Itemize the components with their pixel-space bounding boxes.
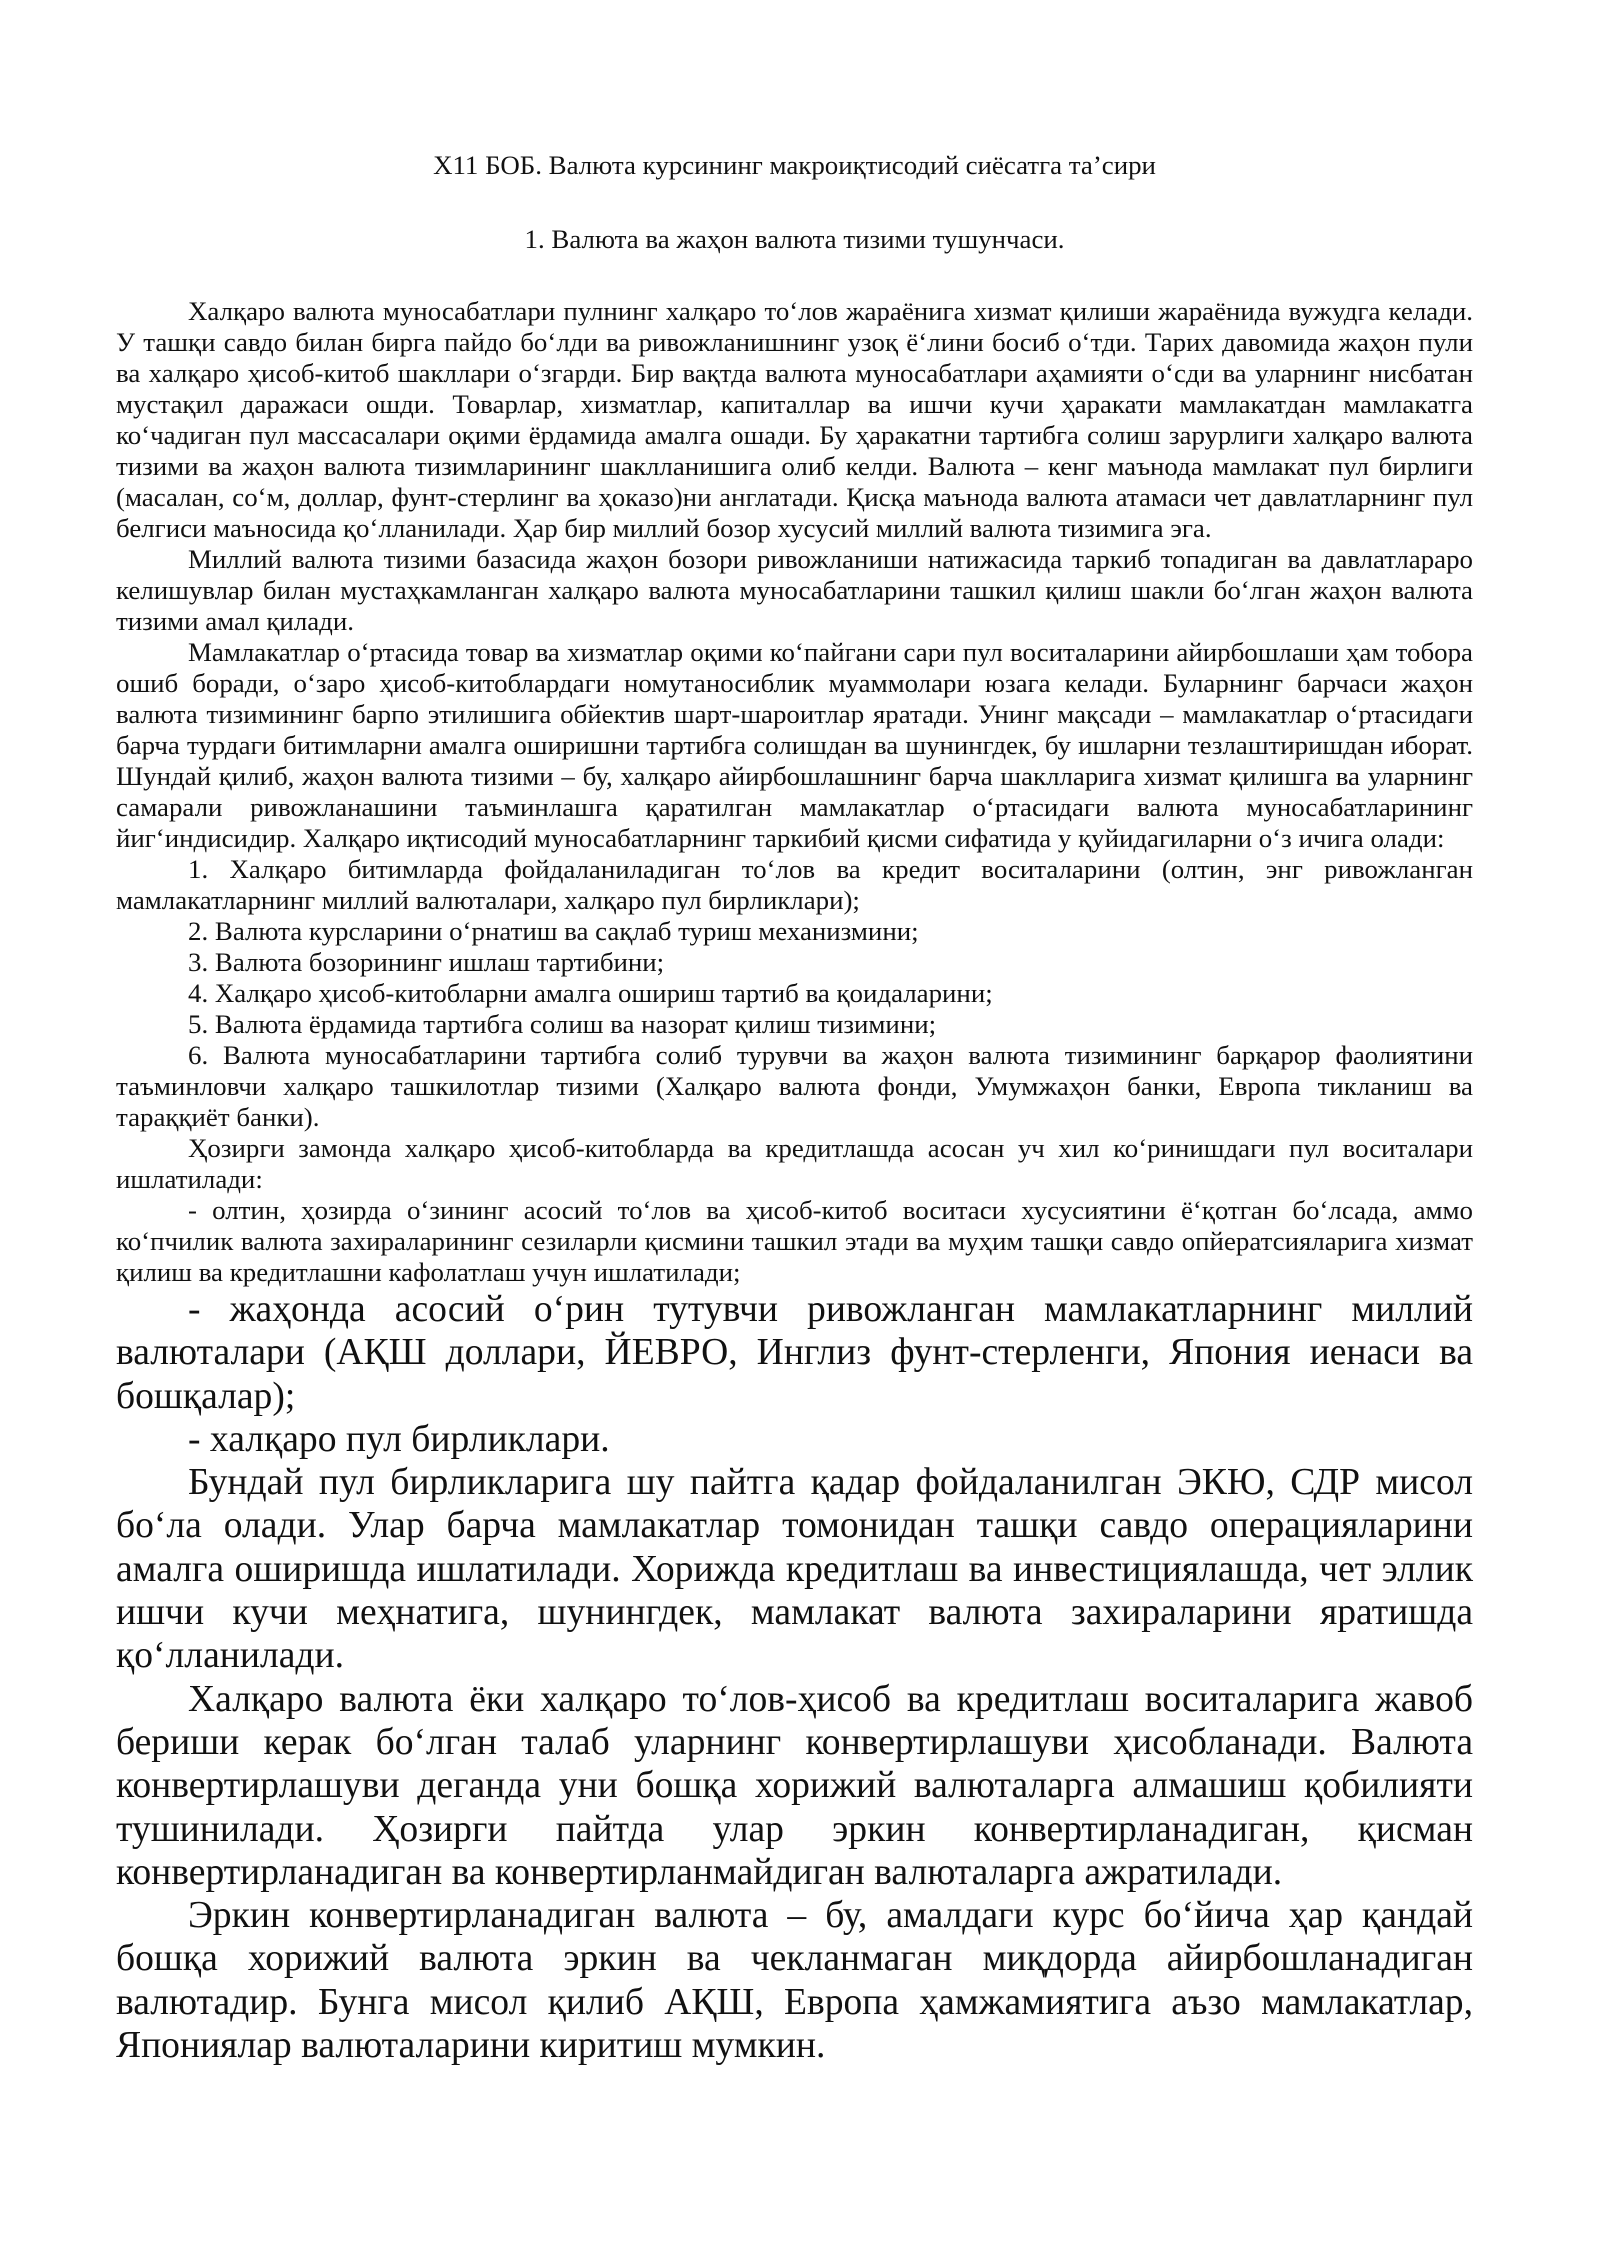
paragraph: Мамлакатлар о‘ртасида товар ва хизматлар оқими ко‘пайгани сари пул воситаларини айирбошлаши ҳам тобора ошиб боради, о‘заро ҳисоб-китоблардаги номутаносиблик муаммолари юзага келади. Буларнинг барчаси жаҳон валюта тизимининг барпо этилишига обйектив шарт-шароитлар яратади. Унинг мақсади – мамлакатлар о‘ртасидаги барча турдаги битимларни амалга оширишни тартибга солишдан ва шунингдек, бу ишларни тезлаштиришдан иборат. Шундай қилиб, жаҳон валюта тизими – бу, халқаро айирбошлашнинг барча шаклларига хизмат қилишга ва уларнинг самарали ривожланашини таъминлашга қаратилган мамлакатлар о‘ртасидаги валюта муносабатларининг йиг‘индисидир. Халқаро иқтисодий муносабатларнинг таркибий қисми сифатида у қуйидагиларни о‘з ичига олади: — [116, 637, 1473, 853]
section-title: 1. Валюта ва жаҳон валюта тизими тушунчаси. — [524, 224, 1065, 254]
paragraph: Миллий валюта тизими базасида жаҳон бозори ривожланиши натижасида таркиб топадиган ва давлатлараро келишувлар билан мустаҳкамланган халқаро валюта муносабатларини ташкил қилиш шакли бо‘лган жаҳон валюта тизими амал қилади. — [116, 544, 1473, 636]
document-content — [116, 150, 1473, 2067]
body-text-small — [116, 296, 1473, 1288]
paragraph: Халқаро валюта муносабатлари пулнинг халқаро то‘лов жараёнига хизмат қилиши жараёнида вужудга келади. У ташқи савдо билан бирга пайдо бо‘лди ва ривожланишнинг узоқ ё‘лини босиб о‘тди. Тарих давомида жаҳон пули ва халқаро ҳисоб-китоб шакллари о‘згарди. Бир вақтда валюта муносабатлари аҳамияти о‘сди ва уларнинг нисбатан мустақил даражаси ошди. Товарлар, хизматлар, капиталлар ва ишчи кучи ҳаракати мамлакатдан мамлакатга ко‘чадиган пул массасалари оқими ёрдамида амалга ошади. Бу ҳаракатни тартибга солиш зарурлиги халқаро валюта тизими ва жаҳон валюта тизимларининг шаклланишига олиб келди. Валюта – кенг маънода мамлакат пул бирлиги (масалан, со‘м, доллар, фунт-стерлинг ва ҳоказо)ни англатади. Қисқа маънода валюта атамаси чет давлатларнинг пул белгиси маъносида қо‘лланилади. Ҳар бир миллий бозор хусусий миллий валюта тизимига эга. — [116, 296, 1473, 543]
chapter-title: Х11 БОБ. Валюта курсининг макроиқтисодий сиёсатга та’сири — [433, 150, 1156, 180]
paragraph: Халқаро валюта ёки халқаро то‘лов-ҳисоб ва кредитлаш воситаларига жавоб бериши керак бо‘лган талаб уларнинг конвертирлашуви ҳисобланади. Валюта конвертирлашуви деганда уни бошқа хорижий валюталарга алмашиш қобилияти тушинилади. Ҳозирги пайтда улар эркин конвертирланадиган, қисман конвертирланадиган ва конвертирланмайдиган валюталарга ажратилади. — [116, 1678, 1473, 1893]
paragraph: Ҳозирги замонда халқаро ҳисоб-китобларда ва кредитлашда асосан уч хил ко‘ринишдаги пул воситалари ишлатилади: — [116, 1133, 1473, 1194]
body-text-large — [116, 1288, 1473, 2067]
list-item: 3. Валюта бозорининг ишлаш тартибини; — [188, 947, 665, 977]
paragraph: Бундай пул бирликларига шу пайтга қадар фойдаланилган ЭКЮ, СДР мисол бо‘ла олади. Улар барча мамлакатлар томонидан ташқи савдо операцияларини амалга оширишда ишлатилади. Хорижда кредитлаш ва инвестициялашда, чет эллик ишчи кучи меҳнатига, шунингдек, мамлакат валюта захираларини яратишда қо‘лланилади. — [116, 1462, 1473, 1677]
list-item: 2. Валюта курсларини о‘рнатиш ва сақлаб туриш механизмини; — [188, 916, 919, 946]
dash-list-item: - олтин, ҳозирда о‘зининг асосий то‘лов ва ҳисоб-китоб воситаси хусусиятини ё‘қотган бо‘лсада, аммо ко‘пчилик валюта захираларининг сезиларли қисмини ташкил этади ва муҳим ташқи савдо опйератсияларига хизмат қилиш ва кредитлашни кафолатлаш учун ишлатилади; — [116, 1195, 1473, 1287]
list-item: 6. Валюта муносабатларини тартибга солиб турувчи ва жаҳон валюта тизимининг барқарор фаолиятини таъминловчи халқаро ташкилотлар тизими (Халқаро валюта фонди, Умумжаҳон банки, Европа тикланиш ва тараққиёт банки). — [116, 1040, 1473, 1132]
list-item: 5. Валюта ёрдамида тартибга солиш ва назорат қилиш тизимини; — [188, 1009, 937, 1039]
list-item: 1. Халқаро битимларда фойдаланиладиган то‘лов ва кредит воситаларини (олтин, энг ривожланган мамлакатларнинг миллий валюталари, халқаро пул бирликлари); — [116, 854, 1473, 915]
dash-list-item: - халқаро пул бирликлари. — [188, 1418, 610, 1460]
paragraph: Эркин конвертирланадиган валюта – бу, амалдаги курс бо‘йича ҳар қандай бошқа хорижий валюта эркин ва чекланмаган миқдорда айирбошланадиган валютадир. Бунга мисол қилиб АҚШ, Европа ҳамжамиятига аъзо мамлакатлар, Япониялар валюталарини киритиш мумкин. — [116, 1895, 1473, 2067]
list-item: 4. Халқаро ҳисоб-китобларни амалга ошириш тартиб ва қоидаларини; — [188, 978, 993, 1008]
dash-list-item: - жаҳонда асосий о‘рин тутувчи ривожланган мамлакатларнинг миллий валюталари (АҚШ доллари, ЙЕВРО, Инглиз фунт-стерленги, Япония иенаси ва бошқалар); — [116, 1289, 1473, 1417]
